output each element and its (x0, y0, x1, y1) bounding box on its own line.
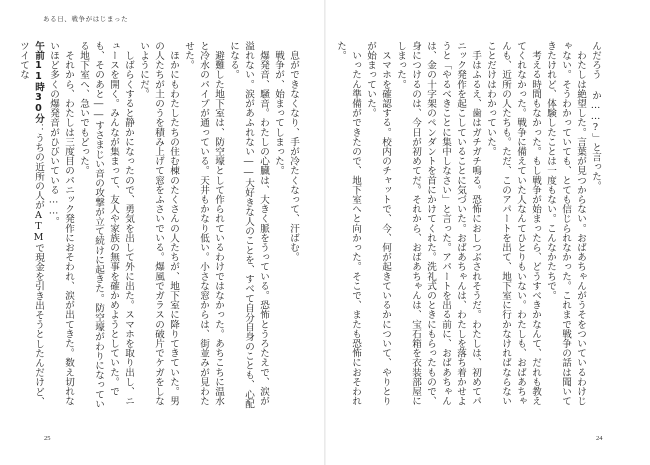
left-paragraph: ほかにもわたしたちの住む棟のたくさんの人たちが、地下室に降りてきていた。男の人たちが土のうを積み上げて窓をふさいでいる。爆風でガラスの破片でケガをしないようにだ。 (138, 41, 179, 406)
right-paragraph: スマホを確認する。校内のチャットで、今、何が起きているかについて、やりとりが始まっていた。 (365, 41, 391, 406)
left-paragraph: 避難した地下室は、防空壕として作られているわけではなかった。あちこちに温水と冷水のパイプが通っている。天井もかなり低い。小さな窓からは、街並みが見わたせた。 (183, 41, 224, 406)
running-head: ある日、戦争がはじまった (43, 15, 129, 23)
heading-tail-text: ：うちの近所の人がATMで現金を引き出そうとしたんだけど、ツイてな (18, 41, 44, 407)
right-paragraph: わたしは絶望した。言葉が見つからない。おばあちゃんがうそをついているわけじゃない。そうわかっていても、とても信じられなかった。これまで戦争の話は聞いてきたけれど、体験したことは一度もない。こんなかたちで。 (545, 41, 586, 406)
page-number-right: 24 (596, 435, 603, 442)
left-paragraph: 戦争が、始まってしまった。 (273, 41, 284, 176)
right-paragraph: 手はふるえ、歯はガチガチ鳴る。恐怖におしつぶされそうだ。わたしは、初めてパニック発作を起こしていることに気づいた。おばあちゃんは、わたしを落ち着かせようと「やるべきことに集中しなさい」と言った。アパートを出る前に、おばあちゃんは、金の十字架のペンダントを首にかけてくれた。洗礼式のときにもらったもので、身につけるのは、今日が初めてだ。それから、おばあちゃんは、宝石箱を衣装部屋にしまった。 (395, 41, 481, 406)
left-paragraph: 息ができなくなり、手が冷たくなって、汗ばむ。 (288, 41, 299, 262)
left-paragraph: 爆発音、騒音。わたしの心臓は、大きく脈をうっている。恐怖とうろたえで、涙が溢れない。涙があふれない――大好きな人のことを、すべて自分自身のことも、心配になる。 (228, 41, 269, 409)
right-page-text (335, 41, 603, 412)
left-paragraph: しばらくすると静かになったので、勇気を出して外に出た。スマホを取り出し、ニュースを開く。みんなが集まって、友人や家族の無事を確かめようとしていた。でも、そのあと――すさまじい音の攻撃が立て続けに起きた。防空壕がわりになっている地下室へ、急いでもどった。 (78, 41, 134, 409)
time-heading: 午前11時30分 (33, 41, 44, 124)
book-gutter (324, 0, 326, 465)
right-paragraph: んだろう か……?」と言った。 (590, 41, 601, 191)
left-page-text (18, 41, 301, 412)
right-paragraph: いったん準備ができたので、地下室へと向かった。そこで、またも恐怖におそわれた。 (335, 41, 361, 406)
page-number-left: 25 (44, 435, 51, 442)
left-heading-line (16, 41, 46, 412)
left-paragraph: それから、わたしは三度目のパニック発作におそわれ、涙が出てきた。数え切れないほど多くの爆発音がひびいている……。 (48, 41, 74, 406)
right-paragraph: 考える時間もなかった。もし戦争が始まったら、どうすべきかなんて、だれも教えてくれなかった。戦争に備えていた人なんてひとりもいない。わたしも、おばあちゃんも、近所の人たちも。ただ、このアパートを出て、地下室に行かなければならないことだけはわかっていた。 (485, 41, 541, 406)
